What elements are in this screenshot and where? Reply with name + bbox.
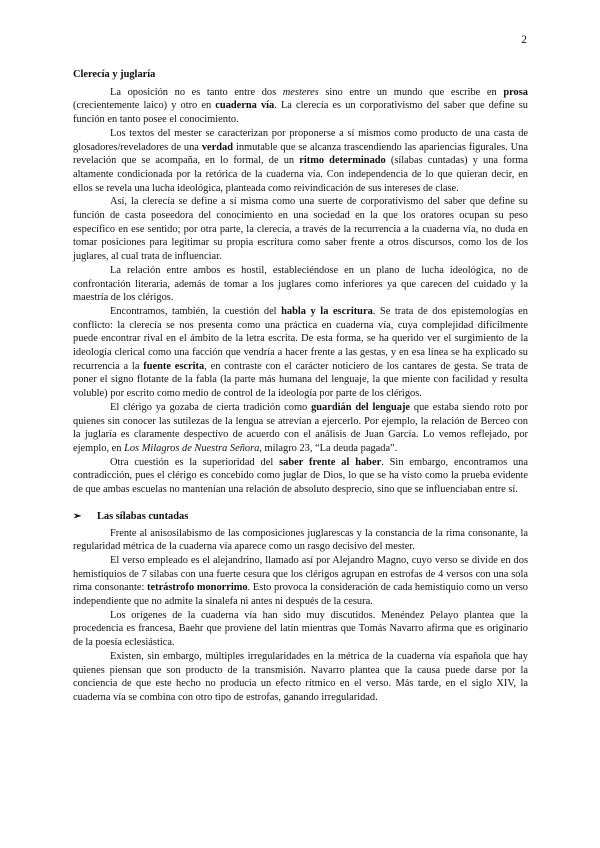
paragraph: Existen, sin embargo, múltiples irregularidades en la métrica de la cuaderna vía española que hay quienes piensan que son producto de la transmisión. Navarro plantea que la causa puede darse por la conciencia de que este hecho no producía un efecto rítmico en el verso. Más tarde, en el siglo XIV, la cuaderna vía se combina con otro tipo de estrofas, ganando irregularidad.: [73, 650, 528, 703]
paragraph: La relación entre ambos es hostil, estableciéndose en un plano de lucha ideológica, no de confrontación literaria, además de tomar a los juglares como inferiores ya que carecen del cuidado y la maestría de los clérigos.: [73, 264, 528, 304]
text: , milagro 23, “La deuda pagada”.: [259, 442, 398, 454]
text: sino entre un mundo que escribe en: [318, 86, 504, 98]
paragraph: [73, 401, 528, 456]
text: , en contraste con el carácter noticiero de los cantares de gesta. Se trata de poner el signo flotante de la fabla (la parte más humana del lenguaje, la que miente con facilidad y resulta voluble) por escrito como medio de control de la ideología por parte de los clérigos.: [73, 360, 529, 400]
text: La oposición no es tanto entre dos: [110, 86, 283, 98]
paragraph: [73, 127, 528, 196]
paragraph: Así, la clerecía se define a sí misma como una suerte de corporativismo del saber que define su función de casta poseedora del conocimiento en una sociedad en la que los oratores ocupan su peso específico en ese sentido; por otra parte, la clerecía, a través de la recurrencia a la cuaderna vía, no duda en tomar posiciones para legitimar su propia escritura como saber frente a otros discursos, como los de los juglares, al cual trata de influenciar.: [73, 196, 528, 263]
bold-term: guardián del lenguaje: [311, 401, 411, 413]
page-number: 2: [521, 34, 527, 46]
section-heading-clerecia: Clerecía y juglaría: [73, 69, 156, 80]
italic-title: Los Milagros de Nuestra Señora: [124, 442, 260, 454]
text: inmutable que se alcanza trascendiendo las apariencias figurales. Una revelación que se acompaña, en lo formal, de un: [73, 141, 528, 167]
paragraph: [73, 86, 528, 127]
paragraph: [73, 456, 528, 497]
text: (sílabas cuntadas) y una forma altamente condicionada por la retórica de la cuaderna vía. Con independencia de lo que quieran decir, en ellos se revela una lucha ideológica, planteada como reivindicación de sus intereses de clase.: [73, 155, 528, 194]
text: . Esto provoca la consideración de cada hemistiquio como un verso independiente que no admite la sinalefa ni antes ni después de la cesura.: [73, 582, 528, 608]
arrow-bullet-icon: ➢: [73, 510, 82, 522]
text: El clérigo ya gozaba de cierta tradición como: [110, 401, 312, 413]
text: Encontramos, también, la cuestión del: [110, 305, 282, 317]
paragraph: [73, 305, 528, 401]
bold-term: tetrástrofo monorrimo: [147, 582, 248, 594]
bold-term: ritmo determinado: [299, 155, 386, 167]
text: Otra cuestión es la superioridad del: [110, 456, 280, 468]
text: . Se trata de dos epistemologías en conflicto: la clerecía se nos presenta como una práctica en cuaderna vía, cuya complejidad difícilmente puede encontrar rival en el ámbito de la letra escrita. De esta forma, se ha querido ver el surgimiento de la ideología clerical como una facción que vendría a hacer frente a las gestas, y en esa línea se ha explicado su recurrencia a la: [73, 305, 528, 372]
document-body: [73, 68, 528, 705]
section-heading-silabas: [73, 510, 528, 524]
bold-term: habla y la escritura: [281, 305, 373, 317]
paragraph: Los orígenes de la cuaderna vía han sido muy discutidos. Menéndez Pelayo plantea que la procedencia es francesa, Baehr que proviene del latín mientras que Tomás Navarro afirma que es originario de la poesía eclesiástica.: [73, 609, 528, 649]
text: El verso empleado es el alejandrino, llamado así por Alejandro Magno, cuyo verso se divide en dos hemistiquios de 7 sílabas con una fuerte cesura que los clérigos agrupan en estrofas de 4 versos con una sola rima consonante:: [73, 554, 528, 594]
text: . La clerecía es un corporativismo del saber que define su función en tanto posee el conocimiento.: [73, 100, 528, 126]
text: Los textos del mester se caracterizan por proponerse a sí mismos como producto de una casta de glosadores/reveladores de una: [73, 127, 528, 153]
italic-term: mesteres: [282, 86, 319, 98]
paragraph: [73, 554, 528, 609]
bold-term: verdad: [201, 141, 234, 153]
text: (crecientemente laico) y otro en: [73, 100, 216, 112]
bold-term: fuente escrita: [143, 360, 205, 372]
text: . Sin embargo, encontramos una contradicción, pues el clérigo es concebido como juglar de Dios, lo que se ha visto como la prueba evidente de que ambas escuelas no mantenían una relación de absoluto desprecio, sino que se influenciaban entre sí.: [73, 456, 528, 496]
bold-term: cuaderna vía: [215, 100, 275, 112]
section-heading-text: Las sílabas cuntadas: [97, 510, 189, 522]
paragraph: Frente al anisosilabismo de las composiciones juglarescas y la constancia de la rima consonante, la regularidad métrica de la cuaderna vía aparece como un rasgo decisivo del mester.: [73, 527, 528, 553]
bold-term: saber frente al haber: [279, 456, 382, 468]
text: que estaba siendo roto por quienes sin conocer las sutilezas de la lengua se atrevían a ejercerlo. Por ejemplo, la relación de Berceo con la juglaría es claramente despectivo de acuerdo con el análisis de Juan García. Lo vemos reflejado, por ejemplo, en: [73, 401, 528, 454]
bold-term: prosa: [503, 86, 528, 98]
